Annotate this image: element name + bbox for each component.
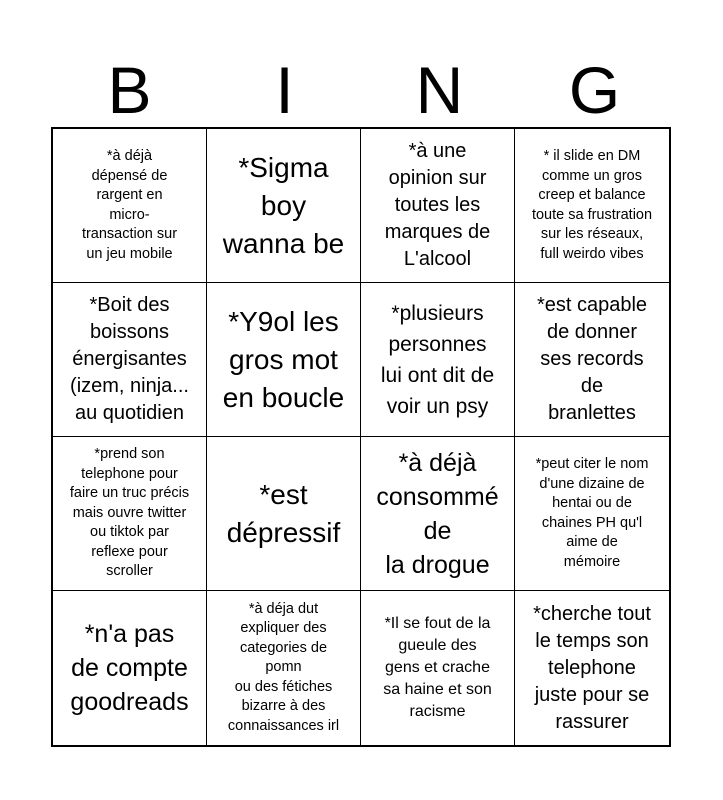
bingo-cell-r3c2[interactable] <box>207 437 361 591</box>
bingo-header <box>52 55 672 125</box>
header-letter-i: I <box>275 53 294 127</box>
bingo-cell-r1c3[interactable] <box>361 129 515 283</box>
cell-text: *n'a pas de compte goodreads <box>70 620 189 716</box>
bingo-cell-r2c2[interactable] <box>207 283 361 437</box>
bingo-cell-r2c3[interactable] <box>361 283 515 437</box>
cell-text: *est capable de donner ses records de branlettes <box>536 294 648 424</box>
bingo-cell-r2c1[interactable] <box>53 283 207 437</box>
header-letter-b: B <box>107 53 152 127</box>
cell-text: *à déja dut expliquer des categories de pomn ou des fétiches bizarre à des connaissances irl <box>227 600 340 734</box>
bingo-cell-r1c4[interactable] <box>515 129 669 283</box>
cell-text: *Sigma boy wanna be <box>222 151 345 259</box>
cell-text: *cherche tout le temps son telephone juste pour se rassurer <box>533 602 651 733</box>
header-letter-n: N <box>415 53 464 127</box>
bingo-cell-r3c1[interactable] <box>53 437 207 591</box>
cell-text: *à une opinion sur toutes les marques de L'alcool <box>384 140 491 270</box>
cell-text: *à déjà dépensé de rargent en micro- transaction sur un jeu mobile <box>81 148 178 262</box>
bingo-cell-r1c1[interactable] <box>53 129 207 283</box>
cell-text: *Boit des boissons énergisantes (izem, ninja... au quotidien <box>70 294 189 424</box>
bingo-cell-r2c4[interactable] <box>515 283 669 437</box>
bingo-cell-r4c2[interactable] <box>207 591 361 745</box>
bingo-cell-r4c1[interactable] <box>53 591 207 745</box>
bingo-board <box>51 127 671 747</box>
cell-text: *peut citer le nom d'une dizaine de hentai ou de chaines PH qu'l aime de mémoire <box>535 456 649 570</box>
cell-text: *Il se fout de la gueule des gens et crache sa haine et son racisme <box>383 615 492 720</box>
bingo-cell-r3c4[interactable] <box>515 437 669 591</box>
bingo-cell-r4c3[interactable] <box>361 591 515 745</box>
cell-text: *prend son telephone pour faire un truc précis mais ouvre twitter ou tiktok par reflexe pour scroller <box>69 446 190 580</box>
header-letter-g: G <box>568 53 621 127</box>
cell-text: * il slide en DM comme un gros creep et balance toute sa frustration sur les réseaux, full weirdo vibes <box>531 148 653 262</box>
bingo-cell-r3c3[interactable] <box>361 437 515 591</box>
cell-text: *est dépressif <box>226 478 341 548</box>
bingo-cell-r1c2[interactable] <box>207 129 361 283</box>
cell-text: *plusieurs personnes lui ont dit de voir un psy <box>380 301 495 418</box>
bingo-cell-r4c4[interactable] <box>515 591 669 745</box>
cell-text: *à déjà consommé de la drogue <box>376 448 499 579</box>
cell-text: *Y9ol les gros mot en boucle <box>222 305 345 413</box>
